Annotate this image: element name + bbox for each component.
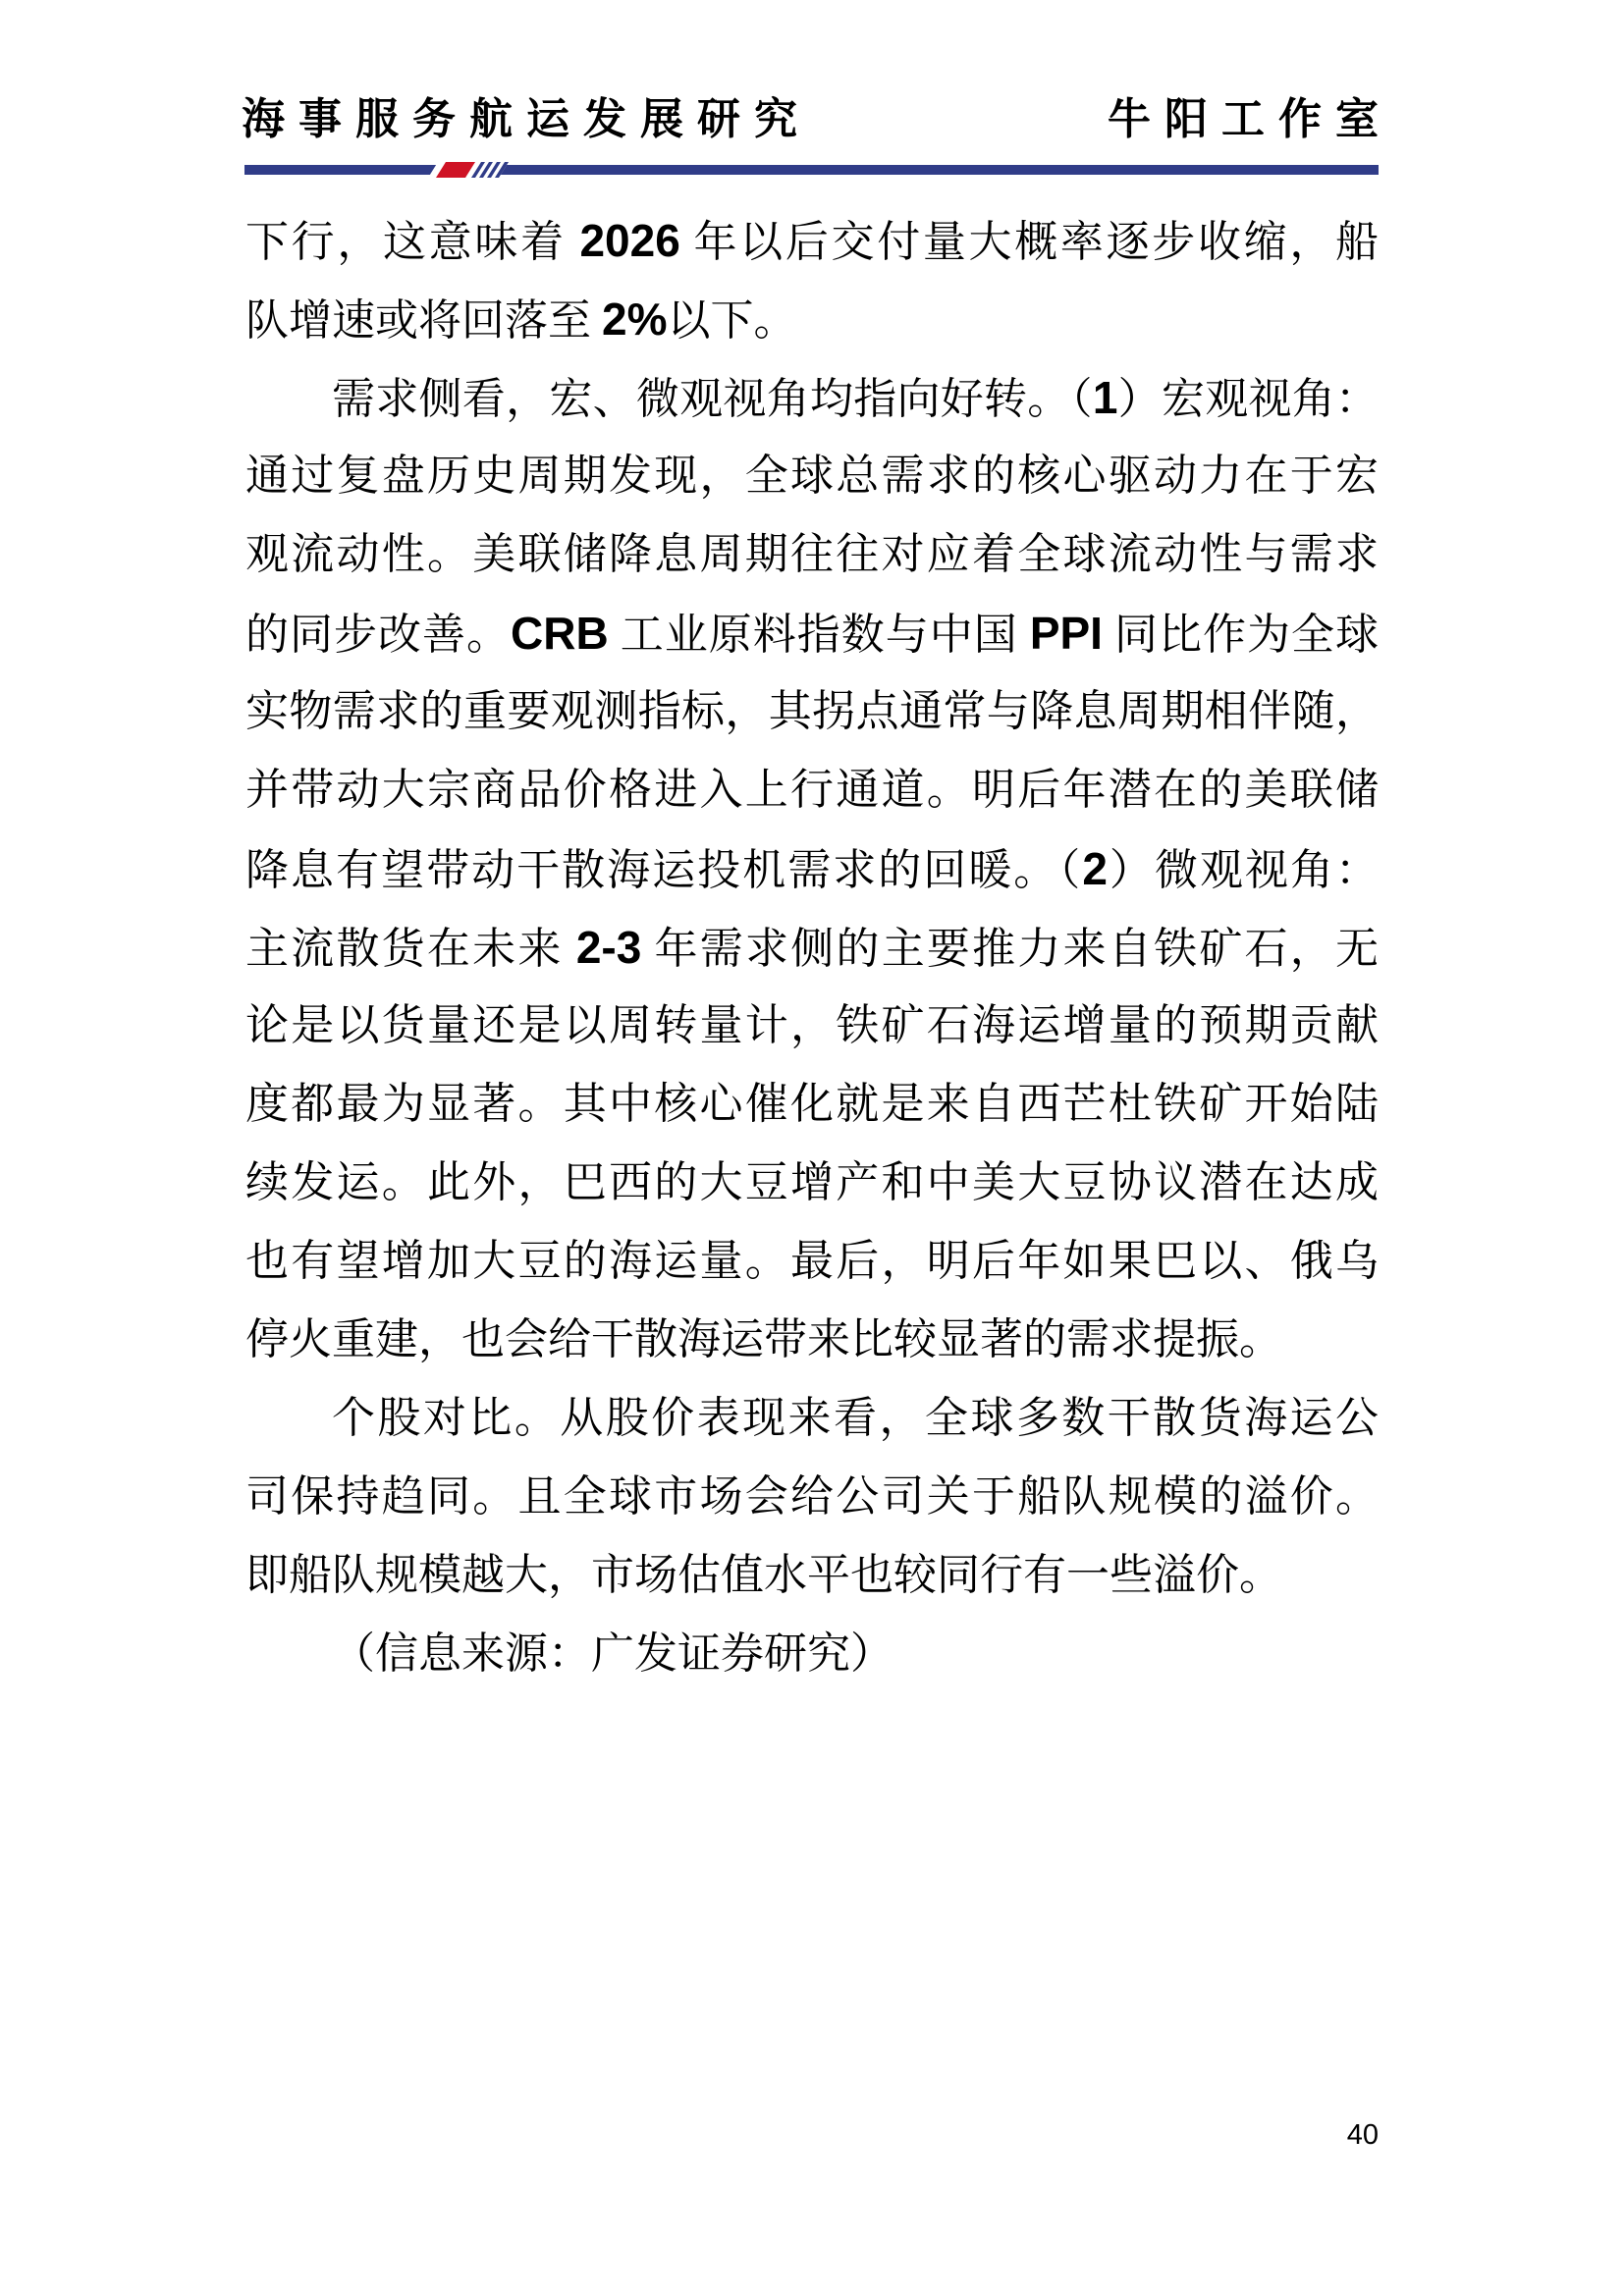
text-segment: 个股对比。从股价表现来看，全球多数干散货海运公 [332,1394,1379,1442]
text-segment: 下行，这意味着 [245,218,580,266]
text-segment: 主流散货在未来 [245,925,576,973]
text-line [245,829,1379,908]
header-title-right: 牛阳工作室 [1108,95,1392,143]
text-segment: 的同步改善。 [245,611,512,659]
text-segment: 观流动性。美联储降息周期往往对应着全球流动性与需求 [245,530,1379,578]
text-segment: ）微观视角： [1107,846,1380,894]
emphasized-number: 2% [602,294,668,345]
text-line [245,987,1379,1065]
text-line [245,1144,1379,1222]
text-line [245,751,1379,829]
text-segment: 通过复盘历史周期发现，全球总需求的核心驱动力在于宏 [245,452,1379,500]
text-line [245,594,1379,672]
text-segment: 司保持趋同。且全球市场会给公司关于船队规模的溢价。 [245,1472,1379,1521]
text-segment: 工业原料指数与中国 [608,611,1030,659]
text-segment: 以下。 [667,296,797,345]
text-line [245,1615,1379,1693]
emphasized-number: 2-3 [575,922,642,973]
text-segment: 降息有望带动干散海运投机需求的回暖。（ [245,846,1083,894]
text-line [245,358,1379,437]
text-segment: 队增速或将回落至 [245,296,602,345]
text-segment: 年以后交付量大概率逐步收缩，船 [679,218,1380,266]
emphasized-number: 2026 [579,215,680,266]
text-segment: 实物需求的重要观测指标，其拐点通常与降息周期相伴随， [245,687,1379,735]
text-segment: 续发运。此外，巴西的大豆增产和中美大豆协议潜在达成 [245,1158,1379,1206]
header-rule [244,165,1379,175]
text-segment: 论是以货量还是以周转量计，铁矿石海运增量的预期贡献 [245,1001,1379,1049]
text-segment: （信息来源：广发证券研究） [332,1629,893,1678]
emphasized-number: 1 [1092,372,1118,423]
text-line [245,908,1379,987]
text-segment: 需求侧看，宏、微观视角均指向好转。（ [332,375,1093,423]
text-line [245,1222,1379,1301]
emphasized-number: PPI [1029,608,1103,659]
text-line [245,280,1379,358]
text-segment: 停火重建，也会给干散海运带来比较显著的需求提振。 [245,1315,1282,1363]
text-segment: 即船队规模越大，市场估值水平也较同行有一些溢价。 [245,1551,1282,1599]
text-segment: 度都最为显著。其中核心催化就是来自西芒杜铁矿开始陆 [245,1080,1379,1128]
page-number: 40 [1346,2119,1379,2151]
body-text [245,201,1379,1693]
text-line [245,1536,1379,1615]
text-line [245,515,1379,594]
text-line [245,1301,1379,1379]
text-line [245,1458,1379,1536]
emphasized-number: CRB [511,608,609,659]
text-segment: 同比作为全球 [1102,611,1380,659]
text-segment: 并带动大宗商品价格进入上行通道。明后年潜在的美联储 [245,766,1379,814]
text-line [245,1065,1379,1144]
text-line [245,1379,1379,1458]
text-line [245,672,1379,751]
text-segment: 年需求侧的主要推力来自铁矿石，无 [641,925,1380,973]
text-line [245,437,1379,515]
header-rule-decoration [433,162,504,178]
text-segment: ）宏观视角： [1117,375,1380,423]
text-segment: 也有望增加大豆的海运量。最后，明后年如果巴以、俄乌 [245,1237,1379,1285]
text-line [245,201,1379,280]
emphasized-number: 2 [1082,843,1108,894]
header-title-left: 海事服务航运发展研究 [242,95,811,143]
